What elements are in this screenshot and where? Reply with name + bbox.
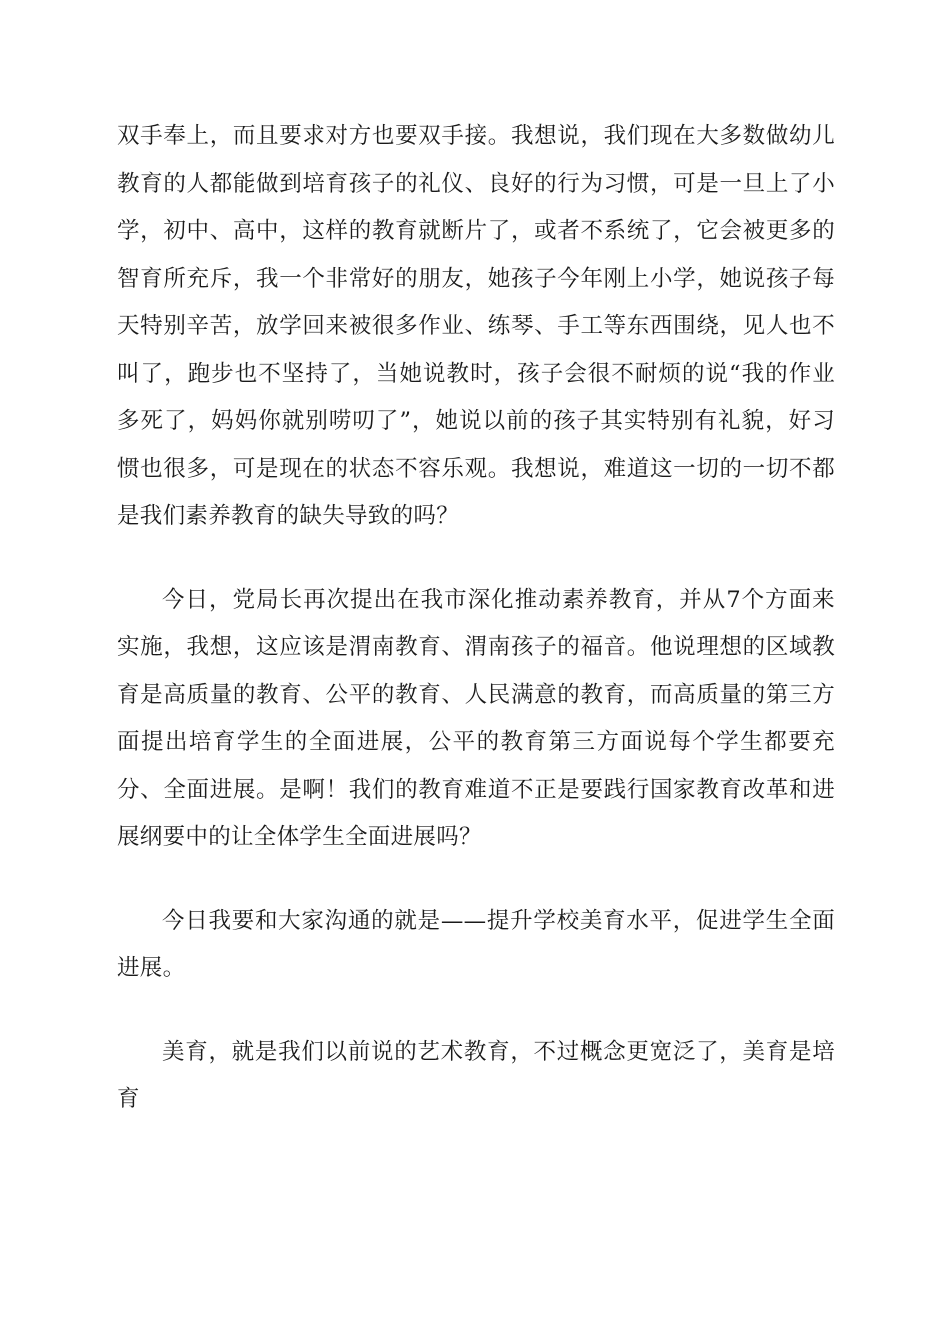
- paragraph-aesthetic-education: 美育，就是我们以前说的艺术教育，不过概念更宽泛了，美育是培育: [117, 1038, 835, 1112]
- paragraph-continuation: 双手奉上，而且要求对方也要双手接。我想说，我们现在大多数做幼儿教育的人都能做到培育孩子的礼仪、良好的行为习惯，可是一旦上了小学，初中、高中，这样的教育就断片了，或者不系统了，它会被更多的智育所充斥，我一个非常好的朋友，她孩子今年刚上小学，她说孩子每天特别辛苦，放学回来被很多作业、练琴、手工等东西围绕，见人也不叫了，跑步也不坚持了，当她说教时，孩子会很不耐烦的说“我的作业多死了，妈妈你就别唠叨了”，她说以前的孩子其实特别有礼貌，好习惯也很多，可是现在的状态不容乐观。我想说，难道这一切的一切不都是我们素养教育的缺失导致的吗？: [117, 123, 835, 529]
- paragraph-topic: 今日我要和大家沟通的就是——提升学校美育水平，促进学生全面进展。: [117, 907, 835, 981]
- document-body: [117, 113, 835, 1124]
- paragraph-quality-education: 今日，党局长再次提出在我市深化推动素养教育，并从7个方面来实施，我想，这应该是渭南教育、渭南孩子的福音。他说理想的区域教育是高质量的教育、公平的教育、人民满意的教育，而高质量的第三方面提出培育学生的全面进展，公平的教育第三方面说每个学生都要充分、全面进展。是啊！我们的教育难道不正是要践行国家教育改革和进展纲要中的让全体学生全面进展吗？: [117, 586, 835, 850]
